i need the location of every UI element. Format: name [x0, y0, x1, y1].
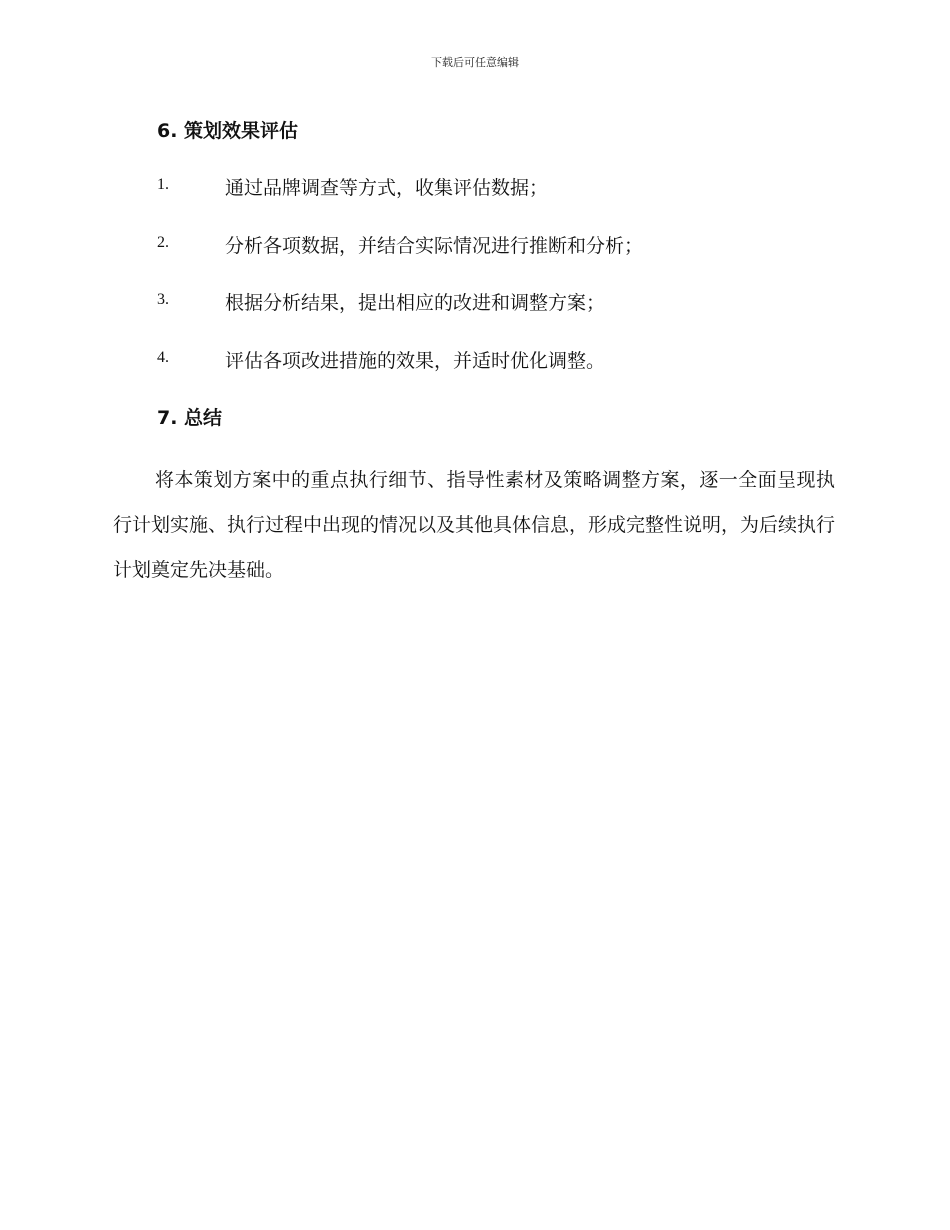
section-7-heading: 7. 总结: [157, 407, 223, 429]
list-item-text: 分析各项数据，并结合实际情况进行推断和分析；: [225, 235, 644, 257]
list-item-number: 2.: [157, 234, 169, 251]
list-item-number: 4.: [157, 349, 169, 366]
list-item-text: 通过品牌调查等方式，收集评估数据；: [225, 177, 549, 199]
section-6-heading: 6. 策划效果评估: [157, 120, 299, 142]
list-item-text: 评估各项改进措施的效果，并适时优化调整。: [225, 350, 606, 372]
list-item-number: 1.: [157, 176, 169, 193]
summary-paragraph: 将本策划方案中的重点执行细节、指导性素材及策略调整方案，逐一全面呈现执行计划实施、执行过程中出现的情况以及其他具体信息，形成完整性说明，为后续执行计划奠定先决基础。: [113, 469, 836, 581]
header-note: 下载后可任意编辑: [431, 56, 519, 69]
list-item-text: 根据分析结果，提出相应的改进和调整方案；: [225, 292, 606, 314]
list-item-number: 3.: [157, 291, 169, 308]
